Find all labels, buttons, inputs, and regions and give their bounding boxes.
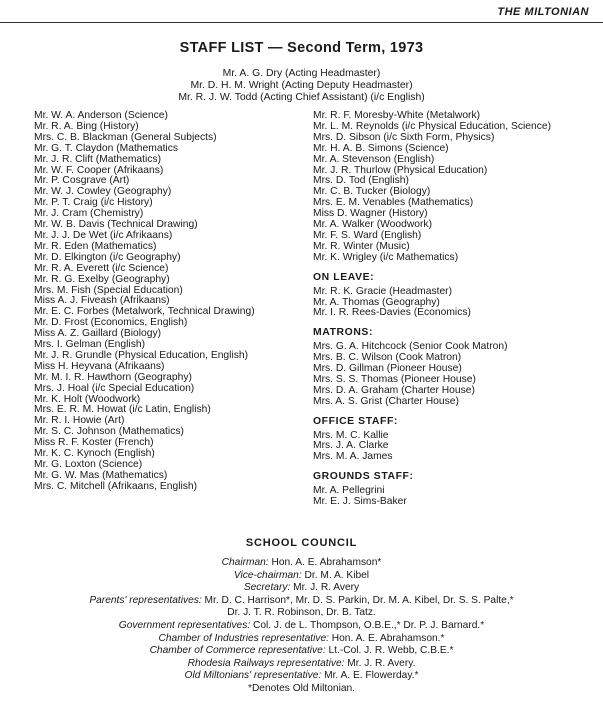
matron-entry: Mrs. D. Gillman (Pioneer House) [313,363,462,375]
council-members: Hon. A. E. Abrahamson.* [328,632,445,644]
staff-entry: Mrs. C. B. Blackman (General Subjects) [34,131,217,143]
headmaster-block [0,68,603,104]
council-line [0,620,603,633]
staff-entry: Mr. K. Holt (Woodwork) [34,393,141,405]
council-line [0,607,603,620]
staff-entry: Mr. A. Stevenson (English) [313,153,435,165]
office-staff-entry: Mrs. M. C. Kallie [313,429,389,441]
staff-entry: Mr. R. Eden (Mathematics) [34,240,157,252]
council-line [0,633,603,646]
council-members: Hon. A. E. Abrahamson* [268,557,382,568]
council-role: Vice-chairman: [233,569,302,581]
staff-entry: Miss R. F. Koster (French) [34,437,154,449]
staff-entry: Mr. R. A. Everett (i/c Science) [34,262,169,274]
staff-entry: Mr. D. Elkington (i/c Geography) [34,251,181,263]
staff-entry: Mr. C. B. Tucker (Biology) [313,186,431,198]
council-role: Rhodesia Railways representative: [187,657,345,669]
matron-entry: Mrs. B. C. Wilson (Cook Matron) [313,352,462,364]
council-members: Col. J. de L. Thompson, O.B.E.,* Dr. P. J. Barnard.* [250,619,485,631]
council-line [0,570,603,583]
on-leave-entry: Mr. A. Thomas (Geography) [313,296,440,308]
council-line [0,582,603,595]
council-members: Mr. J. R. Avery [290,582,360,594]
running-head: THE MILTONIAN [497,6,589,18]
office-staff-entry: Mrs. J. A. Clarke [313,440,389,452]
header-rule [0,22,603,23]
school-council-heading: SCHOOL COUNCIL [245,537,358,549]
matrons-heading: MATRONS: [313,327,374,339]
on-leave-heading: ON LEAVE: [313,271,375,283]
staff-entry: Mr. D. Frost (Economics, English) [34,317,188,329]
grounds-staff-entry: Mr. E. J. Sims-Baker [313,496,407,508]
staff-entry: Mrs. E. M. Venables (Mathematics) [313,197,474,209]
school-council-list [0,557,603,696]
staff-entry: Mrs. D. Sibson (i/c Sixth Form, Physics) [313,131,495,143]
council-line [0,557,603,570]
council-members: Mr. J. R. Avery. [344,657,416,669]
staff-entry: Mr. R. F. Moresby-White (Metalwork) [313,110,481,121]
staff-entry: Mrs. C. Mitchell (Afrikaans, English) [34,480,198,492]
council-footnote [0,683,603,696]
office-staff-entry: Mrs. M. A. James [313,451,393,463]
staff-entry: Mr. R. G. Exelby (Geography) [34,273,170,285]
staff-entry: Mr. J. Cram (Chemistry) [34,208,144,220]
council-role: Government representatives: [118,619,251,631]
council-role: Chairman: [221,557,269,568]
council-role: Parents' representatives: [89,594,202,606]
staff-entry: Mr. F. S. Ward (English) [313,229,422,241]
staff-entry: Mr. A. Walker (Woodwork) [313,219,433,231]
page-title: STAFF LIST — Second Term, 1973 [179,40,424,56]
grounds-staff-entry: Mr. A. Pellegrini [313,485,385,497]
staff-entry: Mrs. M. Fish (Special Education) [34,284,183,296]
headmaster-line: Mr. D. H. M. Wright (Acting Deputy Headmaster) [190,80,413,91]
staff-entry: Mr. J. R. Grundle (Physical Education, English) [34,349,249,361]
staff-entry: Mr. G. Loxton (Science) [34,459,143,470]
staff-entry: Mr. E. C. Forbes (Metalwork, Technical Drawing) [34,306,255,318]
headmaster-line: Mr. R. J. W. Todd (Acting Chief Assistant) (i/c English) [178,92,425,103]
council-members: Dr. J. T. R. Robinson, Dr. B. Tatz. [227,607,376,619]
staff-entry: Mrs. I. Gelman (English) [34,339,146,351]
staff-entry: Miss D. Wagner (History) [313,208,428,220]
council-line [0,595,603,608]
staff-entry: Mr. W. J. Cowley (Geography) [34,186,172,198]
council-members: Lt.-Col. J. R. Webb, C.B.E.* [325,645,454,657]
footnote-text: *Denotes Old Miltonian. [247,682,356,694]
staff-column-right [313,111,575,508]
staff-entry: Mr. P. T. Craig (i/c History) [34,197,153,209]
matron-entry: Mrs. D. A. Graham (Charter House) [313,384,475,396]
staff-entry: Mr. L. M. Reynolds (i/c Physical Education, Science) [313,120,552,132]
staff-entry: Mr. R. A. Bing (History) [34,120,139,132]
council-members: Dr. M. A. Kibel [301,569,370,581]
staff-column-left [34,111,304,493]
matron-entry: Mrs. A. S. Grist (Charter House) [313,395,459,407]
staff-entry: Mr. G. T. Claydon (Mathematics [34,142,179,154]
staff-entry: Miss A. J. Fiveash (Afrikaans) [34,295,170,307]
council-line [0,670,603,683]
staff-entry: Mrs. E. R. M. Howat (i/c Latin, English) [34,404,211,416]
staff-entry: Mr. J. J. De Wet (i/c Afrikaans) [34,229,173,241]
staff-entry: Mr. J. R. Thurlow (Physical Education) [313,164,488,176]
council-role: Chamber of Commerce representative: [149,645,326,657]
headmaster-line: Mr. A. G. Dry (Acting Headmaster) [222,68,381,79]
staff-entry: Mrs. J. Hoal (i/c Special Education) [34,382,195,394]
staff-entry: Mr. P. Cosgrave (Art) [34,175,130,187]
staff-entry: Mr. K. C. Kynoch (English) [34,448,155,460]
staff-entry: Mrs. D. Tod (English) [313,175,409,187]
council-members: Mr. A. E. Flowerday.* [321,670,419,682]
matron-entry: Mrs. S. S. Thomas (Pioneer House) [313,373,476,385]
staff-entry: Mr. H. A. B. Simons (Science) [313,142,449,154]
staff-entry: Mr. K. Wrigley (i/c Mathematics) [313,251,459,263]
council-line [0,658,603,671]
staff-entry: Mr. S. C. Johnson (Mathematics) [34,426,184,438]
on-leave-entry: Mr. I. R. Rees-Davies (Economics) [313,307,471,319]
staff-entry: Mr. R. Winter (Music) [313,240,410,252]
council-role: Secretary: [243,582,291,594]
council-line [0,645,603,658]
grounds-staff-heading: GROUNDS STAFF: [313,471,414,483]
staff-entry: Mr. W. F. Cooper (Afrikaans) [34,164,164,176]
staff-entry: Mr. G. W. Mas (Mathematics) [34,469,168,481]
staff-entry: Mr. W. A. Anderson (Science) [34,110,168,121]
staff-entry: Mr. W. B. Davis (Technical Drawing) [34,219,198,231]
staff-entry: Mr. M. I. R. Hawthorn (Geography) [34,371,192,383]
staff-entry: Miss H. Heyvana (Afrikaans) [34,360,165,372]
staff-entry: Miss A. Z. Gaillard (Biology) [34,328,162,340]
on-leave-entry: Mr. R. K. Gracie (Headmaster) [313,285,453,297]
council-members: Mr. D. C. Harrison*, Mr. D. S. Parkin, Dr. M. A. Kibel, Dr. S. S. Palte,* [201,594,514,606]
council-role: Old Miltonians' representative: [184,670,322,682]
staff-entry: Mr. R. I. Howie (Art) [34,415,125,427]
office-staff-heading: OFFICE STAFF: [313,415,398,427]
council-role: Chamber of Industries representative: [158,632,329,644]
staff-entry: Mr. J. R. Clift (Mathematics) [34,153,162,165]
matron-entry: Mrs. G. A. Hitchcock (Senior Cook Matron) [313,341,508,353]
